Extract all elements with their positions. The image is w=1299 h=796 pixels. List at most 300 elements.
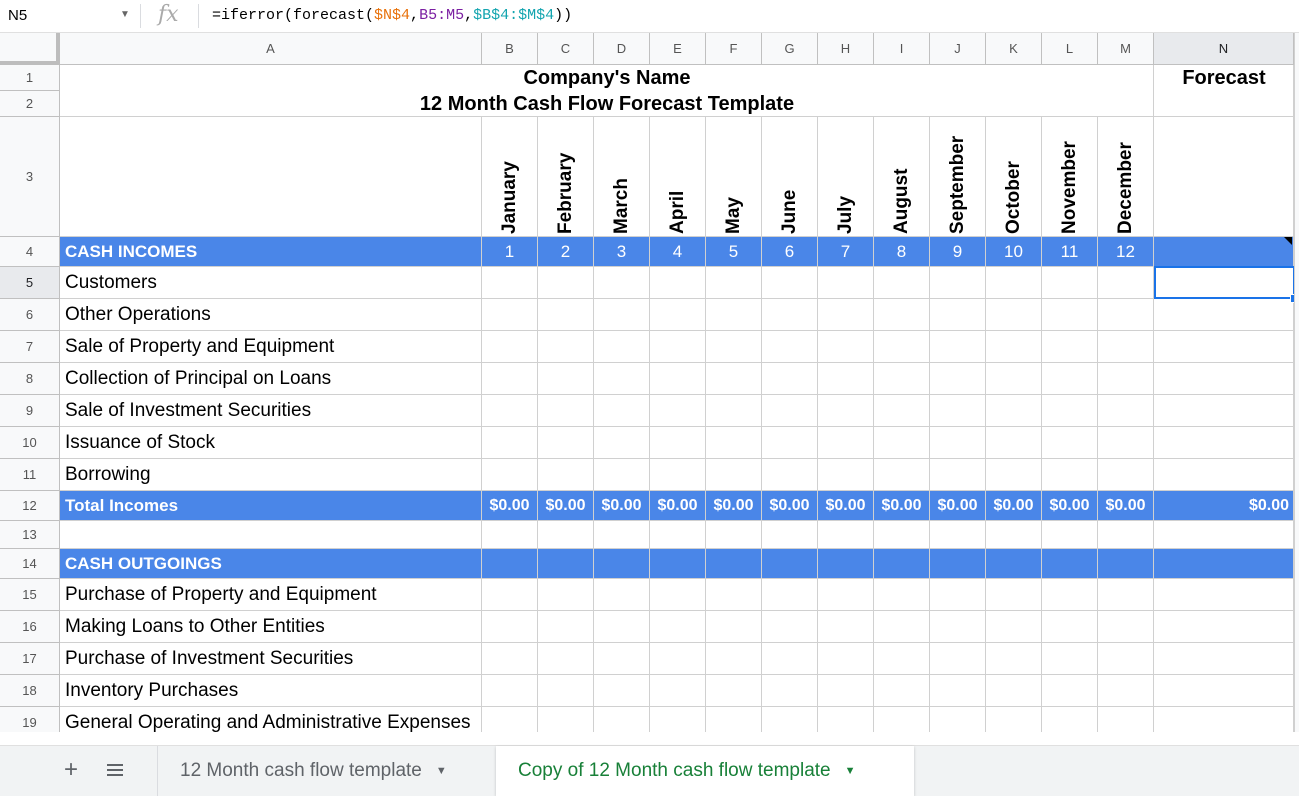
data-cell[interactable] <box>482 267 538 299</box>
data-cell[interactable] <box>1042 331 1098 363</box>
data-cell[interactable] <box>706 363 762 395</box>
data-cell[interactable] <box>650 363 706 395</box>
data-cell[interactable] <box>818 675 874 707</box>
data-cell[interactable] <box>818 363 874 395</box>
empty-cell[interactable] <box>1042 521 1098 549</box>
outgoings-header[interactable]: CASH OUTGOINGS <box>60 549 482 579</box>
data-cell[interactable] <box>482 363 538 395</box>
header-cell[interactable] <box>874 549 930 579</box>
data-cell[interactable] <box>1154 427 1294 459</box>
header-cell[interactable] <box>538 549 594 579</box>
total-value[interactable]: $0.00 <box>986 491 1042 521</box>
outgoing-item[interactable]: Purchase of Property and Equipment <box>60 579 482 611</box>
chevron-down-icon[interactable]: ▼ <box>120 9 130 20</box>
data-cell[interactable] <box>1098 675 1154 707</box>
data-cell[interactable] <box>1098 707 1154 732</box>
month-number[interactable]: 7 <box>818 237 874 267</box>
data-cell[interactable] <box>594 611 650 643</box>
data-cell[interactable] <box>594 707 650 732</box>
month-number[interactable]: 9 <box>930 237 986 267</box>
row-header[interactable]: 7 <box>0 331 60 363</box>
formula-token: )) <box>554 7 573 24</box>
row-header[interactable]: 17 <box>0 643 60 675</box>
data-cell[interactable] <box>874 579 930 611</box>
data-cell[interactable] <box>650 675 706 707</box>
data-cell[interactable] <box>1154 579 1294 611</box>
column-header-h[interactable]: H <box>818 33 874 65</box>
outgoing-item[interactable]: Inventory Purchases <box>60 675 482 707</box>
data-cell[interactable] <box>986 363 1042 395</box>
row-header[interactable]: 19 <box>0 707 60 732</box>
month-april: April <box>667 190 688 234</box>
data-cell[interactable] <box>1154 611 1294 643</box>
outgoing-item[interactable]: General Operating and Administrative Expenses <box>60 707 482 732</box>
divider <box>198 4 199 28</box>
data-cell[interactable] <box>1098 363 1154 395</box>
data-cell[interactable] <box>1098 299 1154 331</box>
empty-cell[interactable] <box>650 521 706 549</box>
total-value[interactable]: $0.00 <box>818 491 874 521</box>
total-value[interactable]: $0.00 <box>1098 491 1154 521</box>
data-cell[interactable] <box>762 707 818 732</box>
income-item[interactable]: Customers <box>60 267 482 299</box>
total-value[interactable]: $0.00 <box>538 491 594 521</box>
month-number[interactable]: 6 <box>762 237 818 267</box>
data-cell[interactable] <box>538 459 594 491</box>
data-cell[interactable] <box>650 611 706 643</box>
data-cell[interactable] <box>594 267 650 299</box>
data-cell[interactable] <box>930 267 986 299</box>
data-cell[interactable] <box>594 675 650 707</box>
data-cell[interactable] <box>650 643 706 675</box>
data-cell[interactable] <box>986 579 1042 611</box>
data-cell[interactable] <box>1098 427 1154 459</box>
month-number[interactable]: 1 <box>482 237 538 267</box>
data-cell[interactable] <box>986 675 1042 707</box>
row-header[interactable]: 15 <box>0 579 60 611</box>
chevron-down-icon[interactable]: ▼ <box>844 765 856 777</box>
month-may: May <box>723 197 744 234</box>
sheet-tab-label: Copy of 12 Month cash flow template <box>518 760 831 781</box>
row-header[interactable]: 1 <box>0 65 60 91</box>
header-cell[interactable] <box>706 549 762 579</box>
data-cell[interactable] <box>650 395 706 427</box>
empty-cell[interactable] <box>60 521 482 549</box>
formula-bar <box>0 0 1299 33</box>
data-cell[interactable] <box>538 395 594 427</box>
column-header-m[interactable]: M <box>1098 33 1154 65</box>
row-header[interactable]: 10 <box>0 427 60 459</box>
data-cell[interactable] <box>1042 363 1098 395</box>
empty-cell[interactable] <box>594 521 650 549</box>
total-value[interactable]: $0.00 <box>930 491 986 521</box>
data-cell[interactable] <box>986 427 1042 459</box>
data-cell[interactable] <box>650 299 706 331</box>
data-cell[interactable] <box>986 331 1042 363</box>
data-cell[interactable] <box>594 299 650 331</box>
formula-input[interactable] <box>212 7 572 24</box>
data-cell[interactable] <box>930 427 986 459</box>
data-cell[interactable] <box>818 707 874 732</box>
data-cell[interactable] <box>538 363 594 395</box>
data-cell[interactable] <box>538 299 594 331</box>
row-header[interactable]: 9 <box>0 395 60 427</box>
incomes-header[interactable]: CASH INCOMES <box>60 237 482 267</box>
name-box[interactable] <box>0 0 140 32</box>
month-number[interactable]: 5 <box>706 237 762 267</box>
data-cell[interactable] <box>706 611 762 643</box>
chevron-down-icon[interactable]: ▼ <box>435 765 447 777</box>
data-cell[interactable] <box>538 267 594 299</box>
selected-cell-n5[interactable] <box>1154 266 1295 299</box>
row-header[interactable]: 8 <box>0 363 60 395</box>
company-name: Company's Name <box>523 67 691 89</box>
header-cell[interactable] <box>1098 549 1154 579</box>
data-cell[interactable] <box>1154 395 1294 427</box>
row-header[interactable]: 18 <box>0 675 60 707</box>
row-header[interactable]: 11 <box>0 459 60 491</box>
data-cell[interactable] <box>594 363 650 395</box>
divider <box>140 4 141 28</box>
data-cell[interactable] <box>706 675 762 707</box>
data-cell[interactable] <box>1042 707 1098 732</box>
column-header-l[interactable]: L <box>1042 33 1098 65</box>
formula-ref-periods: $B$4:$M$4 <box>473 7 555 24</box>
data-cell[interactable] <box>1098 459 1154 491</box>
data-cell[interactable] <box>1098 579 1154 611</box>
header-cell[interactable] <box>818 549 874 579</box>
empty-cell[interactable] <box>762 521 818 549</box>
header-cell[interactable] <box>650 549 706 579</box>
data-cell[interactable] <box>482 643 538 675</box>
row-header[interactable]: 5 <box>0 267 60 299</box>
data-cell[interactable] <box>650 267 706 299</box>
column-header-i[interactable]: I <box>874 33 930 65</box>
data-cell[interactable] <box>650 331 706 363</box>
add-sheet-button[interactable]: + <box>64 756 79 783</box>
data-cell[interactable] <box>818 611 874 643</box>
data-cell[interactable] <box>1154 459 1294 491</box>
data-cell[interactable] <box>874 643 930 675</box>
data-cell[interactable] <box>874 675 930 707</box>
header-cell[interactable] <box>594 549 650 579</box>
row-header[interactable]: 13 <box>0 521 60 549</box>
data-cell[interactable] <box>762 267 818 299</box>
data-cell[interactable] <box>706 331 762 363</box>
header-cell[interactable] <box>482 549 538 579</box>
data-cell[interactable] <box>1042 427 1098 459</box>
sheet-tab-label: 12 Month cash flow template <box>180 760 422 781</box>
data-cell[interactable] <box>538 707 594 732</box>
month-july: July <box>835 195 856 234</box>
data-cell[interactable] <box>706 299 762 331</box>
income-item[interactable]: Issuance of Stock <box>60 427 482 459</box>
formula-token: , <box>464 7 474 24</box>
data-cell[interactable] <box>762 395 818 427</box>
data-cell[interactable] <box>482 707 538 732</box>
data-cell[interactable] <box>482 427 538 459</box>
data-cell[interactable] <box>1098 611 1154 643</box>
data-cell[interactable] <box>930 395 986 427</box>
data-cell[interactable] <box>930 675 986 707</box>
month-number[interactable]: 12 <box>1098 237 1154 267</box>
data-cell[interactable] <box>762 427 818 459</box>
formula-token: =iferror(forecast( <box>212 7 375 24</box>
month-number[interactable]: 11 <box>1042 237 1098 267</box>
data-cell[interactable] <box>1154 363 1294 395</box>
data-cell[interactable] <box>650 707 706 732</box>
row-header[interactable]: 4 <box>0 237 60 267</box>
data-cell[interactable] <box>762 331 818 363</box>
header-cell[interactable] <box>762 549 818 579</box>
formula-ref-forecast-x: $N$4 <box>374 7 411 24</box>
row-header[interactable]: 14 <box>0 549 60 579</box>
data-cell[interactable] <box>594 643 650 675</box>
data-cell[interactable] <box>650 459 706 491</box>
data-cell[interactable] <box>1042 395 1098 427</box>
sheet-tab[interactable] <box>157 746 495 796</box>
data-cell[interactable] <box>986 459 1042 491</box>
month-december: December <box>1115 142 1136 234</box>
formula-token: , <box>410 7 420 24</box>
empty-cell[interactable] <box>706 521 762 549</box>
data-cell[interactable] <box>1154 299 1294 331</box>
data-cell[interactable] <box>930 611 986 643</box>
data-cell[interactable] <box>594 395 650 427</box>
row-header[interactable]: 6 <box>0 299 60 331</box>
data-cell[interactable] <box>930 707 986 732</box>
data-cell[interactable] <box>538 579 594 611</box>
data-cell[interactable] <box>762 611 818 643</box>
data-cell[interactable] <box>818 427 874 459</box>
column-header-e[interactable]: E <box>650 33 706 65</box>
empty-cell[interactable] <box>1098 521 1154 549</box>
data-cell[interactable] <box>706 395 762 427</box>
forecast-value[interactable] <box>1154 237 1294 267</box>
header-cell[interactable] <box>930 549 986 579</box>
month-january: January <box>499 161 520 234</box>
data-cell[interactable] <box>706 707 762 732</box>
data-cell[interactable] <box>482 331 538 363</box>
data-cell[interactable] <box>762 363 818 395</box>
forecast-month-cell[interactable] <box>1154 117 1294 237</box>
data-cell[interactable] <box>706 643 762 675</box>
column-header-c[interactable]: C <box>538 33 594 65</box>
data-cell[interactable] <box>818 267 874 299</box>
total-value[interactable]: $0.00 <box>482 491 538 521</box>
data-cell[interactable] <box>986 707 1042 732</box>
month-number[interactable]: 8 <box>874 237 930 267</box>
data-cell[interactable] <box>818 579 874 611</box>
sheet-tab-bar <box>0 745 1299 796</box>
empty-cell[interactable] <box>818 521 874 549</box>
income-item[interactable]: Sale of Property and Equipment <box>60 331 482 363</box>
data-cell[interactable] <box>762 675 818 707</box>
header-cell[interactable] <box>1154 549 1294 579</box>
data-cell[interactable] <box>538 427 594 459</box>
select-all-corner[interactable] <box>0 33 60 65</box>
data-cell[interactable] <box>1098 643 1154 675</box>
data-cell[interactable] <box>762 299 818 331</box>
data-cell[interactable] <box>650 427 706 459</box>
empty-cell[interactable] <box>986 521 1042 549</box>
data-cell[interactable] <box>1154 707 1294 732</box>
total-value[interactable]: $0.00 <box>874 491 930 521</box>
data-cell[interactable] <box>1042 643 1098 675</box>
data-cell[interactable] <box>930 643 986 675</box>
row-header[interactable]: 12 <box>0 491 60 521</box>
data-cell[interactable] <box>986 395 1042 427</box>
column-header-f[interactable]: F <box>706 33 762 65</box>
data-cell[interactable] <box>594 459 650 491</box>
empty-cell[interactable] <box>874 521 930 549</box>
data-cell[interactable] <box>818 299 874 331</box>
total-value[interactable]: $0.00 <box>650 491 706 521</box>
data-cell[interactable] <box>818 331 874 363</box>
total-value[interactable]: $0.00 <box>1042 491 1098 521</box>
data-cell[interactable] <box>538 675 594 707</box>
data-cell[interactable] <box>818 395 874 427</box>
data-cell[interactable] <box>1042 675 1098 707</box>
data-cell[interactable] <box>1154 643 1294 675</box>
data-cell[interactable] <box>986 267 1042 299</box>
month-september: September <box>947 135 968 234</box>
data-cell[interactable] <box>930 363 986 395</box>
data-cell[interactable] <box>482 459 538 491</box>
data-cell[interactable] <box>538 611 594 643</box>
data-cell[interactable] <box>1154 331 1294 363</box>
column-header-k[interactable]: K <box>986 33 1042 65</box>
total-value[interactable]: $0.00 <box>706 491 762 521</box>
data-cell[interactable] <box>482 579 538 611</box>
data-cell[interactable] <box>1042 459 1098 491</box>
spreadsheet-grid[interactable] <box>0 33 1299 732</box>
template-title: 12 Month Cash Flow Forecast Template <box>419 93 795 115</box>
data-cell[interactable] <box>1098 395 1154 427</box>
data-cell[interactable] <box>874 459 930 491</box>
header-cell[interactable] <box>986 549 1042 579</box>
total-incomes-label[interactable]: Total Incomes <box>60 491 482 521</box>
data-cell[interactable] <box>874 267 930 299</box>
forecast-header: Forecast <box>1182 67 1266 89</box>
data-cell[interactable] <box>594 331 650 363</box>
data-cell[interactable] <box>538 331 594 363</box>
data-cell[interactable] <box>986 299 1042 331</box>
data-cell[interactable] <box>930 331 986 363</box>
empty-cell[interactable] <box>482 521 538 549</box>
month-number[interactable]: 3 <box>594 237 650 267</box>
month-label-cell[interactable] <box>60 117 482 237</box>
data-cell[interactable] <box>874 299 930 331</box>
month-number[interactable]: 10 <box>986 237 1042 267</box>
data-cell[interactable] <box>706 579 762 611</box>
income-item[interactable]: Other Operations <box>60 299 482 331</box>
month-number[interactable]: 4 <box>650 237 706 267</box>
data-cell[interactable] <box>482 611 538 643</box>
empty-cell[interactable] <box>1154 521 1294 549</box>
data-cell[interactable] <box>1042 267 1098 299</box>
total-value[interactable]: $0.00 <box>594 491 650 521</box>
data-cell[interactable] <box>1098 267 1154 299</box>
data-cell[interactable] <box>874 611 930 643</box>
data-cell[interactable] <box>594 579 650 611</box>
data-cell[interactable] <box>762 459 818 491</box>
data-cell[interactable] <box>1042 611 1098 643</box>
data-cell[interactable] <box>650 579 706 611</box>
income-item[interactable]: Sale of Investment Securities <box>60 395 482 427</box>
data-cell[interactable] <box>482 675 538 707</box>
data-cell[interactable] <box>762 579 818 611</box>
data-cell[interactable] <box>818 459 874 491</box>
data-cell[interactable] <box>930 299 986 331</box>
month-number[interactable]: 2 <box>538 237 594 267</box>
data-cell[interactable] <box>538 643 594 675</box>
data-cell[interactable] <box>874 427 930 459</box>
data-cell[interactable] <box>874 363 930 395</box>
all-sheets-icon[interactable] <box>107 764 123 778</box>
grid-edge <box>1294 33 1299 732</box>
header-cell[interactable] <box>1042 549 1098 579</box>
month-august: August <box>891 168 912 234</box>
month-march: March <box>611 178 632 234</box>
formula-ref-values: B5:M5 <box>419 7 465 24</box>
data-cell[interactable] <box>818 643 874 675</box>
fx-icon: fx <box>158 2 179 27</box>
month-october: October <box>1003 161 1024 234</box>
outgoing-item[interactable]: Making Loans to Other Entities <box>60 611 482 643</box>
column-header-n[interactable]: N <box>1154 33 1294 65</box>
column-header-a[interactable]: A <box>60 33 482 65</box>
forecast-value[interactable]: $0.00 <box>1154 491 1294 521</box>
data-cell[interactable] <box>1098 331 1154 363</box>
sheet-tab-active[interactable] <box>496 746 914 796</box>
data-cell[interactable] <box>930 459 986 491</box>
column-header-b[interactable]: B <box>482 33 538 65</box>
income-item[interactable]: Borrowing <box>60 459 482 491</box>
row-header[interactable]: 16 <box>0 611 60 643</box>
data-cell[interactable] <box>482 299 538 331</box>
column-header-d[interactable]: D <box>594 33 650 65</box>
month-february: February <box>555 152 576 234</box>
empty-cell[interactable] <box>538 521 594 549</box>
row-header[interactable]: 2 <box>0 91 60 117</box>
data-cell[interactable] <box>594 427 650 459</box>
cell-reference: N5 <box>8 7 28 24</box>
data-cell[interactable] <box>930 579 986 611</box>
data-cell[interactable] <box>874 707 930 732</box>
data-cell[interactable] <box>874 395 930 427</box>
row-header[interactable]: 3 <box>0 117 60 237</box>
month-november: November <box>1059 141 1080 234</box>
total-value[interactable]: $0.00 <box>762 491 818 521</box>
data-cell[interactable] <box>986 643 1042 675</box>
data-cell[interactable] <box>706 427 762 459</box>
data-cell[interactable] <box>1042 579 1098 611</box>
income-item[interactable]: Collection of Principal on Loans <box>60 363 482 395</box>
data-cell[interactable] <box>762 643 818 675</box>
data-cell[interactable] <box>706 459 762 491</box>
data-cell[interactable] <box>986 611 1042 643</box>
column-header-g[interactable]: G <box>762 33 818 65</box>
data-cell[interactable] <box>1154 675 1294 707</box>
empty-cell[interactable] <box>930 521 986 549</box>
column-header-j[interactable]: J <box>930 33 986 65</box>
data-cell[interactable] <box>874 331 930 363</box>
data-cell[interactable] <box>482 395 538 427</box>
outgoing-item[interactable]: Purchase of Investment Securities <box>60 643 482 675</box>
data-cell[interactable] <box>706 267 762 299</box>
data-cell[interactable] <box>1042 299 1098 331</box>
